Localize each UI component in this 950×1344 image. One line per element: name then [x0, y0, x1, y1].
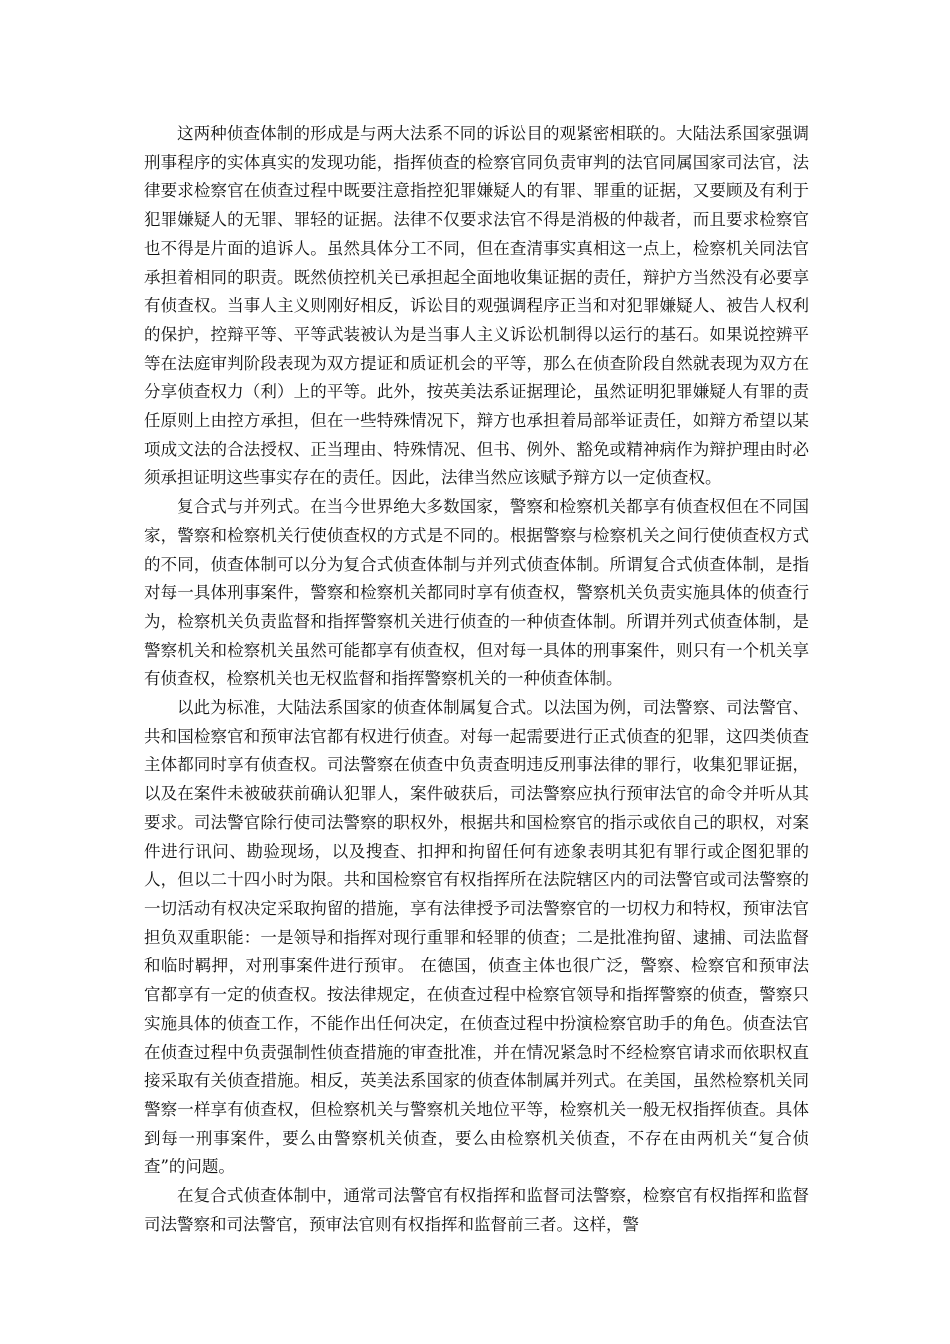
paragraph-continental-and-common-law-examples: 以此为标准，大陆法系国家的侦查体制属复合式。以法国为例，司法警察、司法警官、共和国检察官和预审法官都有权进行侦查。对每一起需要进行正式侦查的犯罪，这四类侦查主体都同时享有侦查权。司法警察在侦查中负责查明违反刑事法律的罪行，收集犯罪证据，以及在案件未被破获前确认犯罪人，案件破获后，司法警察应执行预审法官的命令并听从其要求。司法警官除行使司法警察的职权外，根据共和国检察官的指示或依自己的职权，对案件进行讯问、勘验现场，以及搜查、扣押和拘留任何有迹象表明其犯有罪行或企图犯罪的人，但以二十四小时为限。共和国检察官有权指挥所在法院辖区内的司法警官或司法警察的一切活动有权决定采取拘留的措施，享有法律授予司法警察官的一切权力和特权，预审法官担负双重职能：一是领导和指挥对现行重罪和轻罪的侦查；二是批准拘留、逮捕、司法监督和临时羁押，对刑事案件进行预审。 在德国，侦查主体也很广泛，警察、检察官和预审法官都享有一定的侦查权。按法律规定，在侦查过程中检察官领导和指挥警察的侦查，警察只实施具体的侦查工作，不能作出任何决定，在侦查过程中扮演检察官助手的角色。侦查法官在侦查过程中负责强制性侦查措施的审查批准，并在情况紧急时不经检察官请求而依职权直接采取有关侦查措施。相反，英美法系国家的侦查体制属并列式。在美国，虽然检察机关同警察一样享有侦查权，但检察机关与警察机关地位平等，检察机关一般无权指挥侦查。具体到每一刑事案件，要么由警察机关侦查，要么由检察机关侦查，不存在由两机关“复合侦查”的问题。 [144, 698, 809, 1177]
paragraph-compound-and-parallel-systems: 复合式与并列式。在当今世界绝大多数国家，警察和检察机关都享有侦查权但在不同国家，警察和检察机关行使侦查权的方式是不同的。根据警察与检察机关之间行使侦查权方式的不同，侦查体制可以分为复合式侦查体制与并列式侦查体制。所谓复合式侦查体制，是指对每一具体刑事案件，警察和检察机关都同时享有侦查权，警察机关负责实施具体的侦查行为，检察机关负责监督和指挥警察机关进行侦查的一种侦查体制。所谓并列式侦查体制，是警察机关和检察机关虽然可能都享有侦查权，但对每一具体的刑事案件，则只有一个机关享有侦查权，检察机关也无权监督和指挥警察机关的一种侦查体制。 [144, 497, 809, 689]
paragraph-origins-of-investigation-systems: 这两种侦查体制的形成是与两大法系不同的诉讼目的观紧密相联的。大陆法系国家强调刑事程序的实体真实的发现功能，指挥侦查的检察官同负责审判的法官同属国家司法官，法律要求检察官在侦查过程中既要注意指控犯罪嫌疑人的有罪、罪重的证据，又要顾及有利于犯罪嫌疑人的无罪、罪轻的证据。法律不仅要求法官不得是消极的仲裁者，而且要求检察官也不得是片面的追诉人。虽然具体分工不同，但在查清事实真相这一点上，检察机关同法官承担着相同的职责。既然侦控机关已承担起全面地收集证据的责任，辩护方当然没有必要享有侦查权。当事人主义则刚好相反，诉讼目的观强调程序正当和对犯罪嫌疑人、被告人权利的保护，控辩平等、平等武装被认为是当事人主义诉讼机制得以运行的基石。如果说控辨平等在法庭审判阶段表现为双方提证和质证机会的平等，那么在侦查阶段自然就表现为双方在分享侦查权力（利）上的平等。此外，按英美法系证据理论，虽然证明犯罪嫌疑人有罪的责任原则上由控方承担，但在一些特殊情况下，辩方也承担着局部举证责任，如辩方希望以某项成文法的合法授权、正当理由、特殊情况、但书、例外、豁免或精神病作为辩护理由时必须承担证明这些事实存在的责任。因此，法律当然应该赋予辩方以一定侦查权。 [144, 124, 809, 488]
document-body [144, 120, 809, 1239]
paragraph-compound-system-hierarchy: 在复合式侦查体制中，通常司法警官有权指挥和监督司法警察，检察官有权指挥和监督司法警察和司法警官，预审法官则有权指挥和监督前三者。这样，警 [144, 1186, 809, 1234]
